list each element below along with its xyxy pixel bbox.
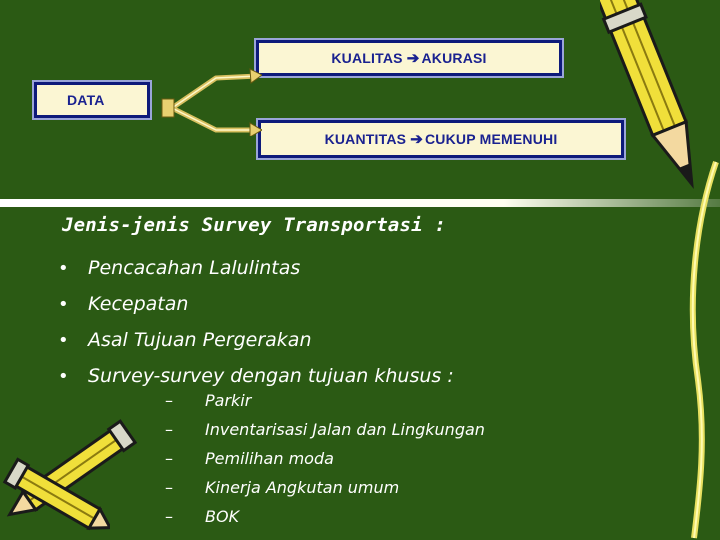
- sub-item-label: Parkir: [205, 391, 252, 410]
- kualitas-box: [256, 40, 562, 76]
- sub-list-item: [165, 502, 485, 531]
- sub-item-label: Pemilihan moda: [205, 449, 334, 468]
- bullet-list: [58, 250, 454, 394]
- dash-icon: –: [165, 507, 173, 526]
- data-label: DATA: [67, 92, 105, 108]
- bullet-icon: •: [58, 293, 69, 315]
- pencil-icon: [0, 455, 110, 540]
- list-item: [58, 322, 454, 358]
- double-arrow-icon: [158, 66, 262, 136]
- right-arrow-icon: ➔: [406, 50, 420, 67]
- dash-icon: –: [165, 449, 173, 468]
- list-item-label: Survey-survey dengan tujuan khusus :: [88, 365, 454, 387]
- dash-icon: –: [165, 478, 173, 497]
- dash-icon: –: [165, 391, 173, 410]
- sub-list-item: [165, 386, 485, 415]
- sub-item-list: [165, 386, 485, 531]
- list-item-label: Pencacahan Lalulintas: [88, 257, 301, 279]
- kualitas-label: KUALITAS: [331, 50, 403, 66]
- sub-list-item: [165, 473, 485, 502]
- bullet-icon: •: [58, 257, 69, 279]
- slide-heading: Jenis-jenis Survey Transportasi :: [62, 214, 447, 236]
- kuantitas-label: KUANTITAS: [324, 131, 407, 147]
- sub-list-item: [165, 415, 485, 444]
- dash-icon: –: [165, 420, 173, 439]
- sub-item-label: BOK: [205, 507, 240, 526]
- kualitas-result: AKURASI: [421, 50, 487, 66]
- sub-item-label: Inventarisasi Jalan dan Lingkungan: [205, 420, 485, 439]
- right-arrow-icon: ➔: [410, 131, 423, 148]
- bullet-icon: •: [58, 329, 69, 351]
- kuantitas-box: [258, 120, 624, 158]
- list-item-label: Asal Tujuan Pergerakan: [88, 329, 312, 351]
- sub-list-item: [165, 444, 485, 473]
- data-box: [34, 82, 150, 118]
- sub-item-label: Kinerja Angkutan umum: [205, 478, 400, 497]
- bullet-icon: •: [58, 365, 69, 387]
- list-item: [58, 250, 454, 286]
- curve-decoration: [676, 160, 720, 540]
- kuantitas-result: CUKUP MEMENUHI: [425, 131, 558, 147]
- list-item-label: Kecepatan: [88, 293, 189, 315]
- list-item: [58, 286, 454, 322]
